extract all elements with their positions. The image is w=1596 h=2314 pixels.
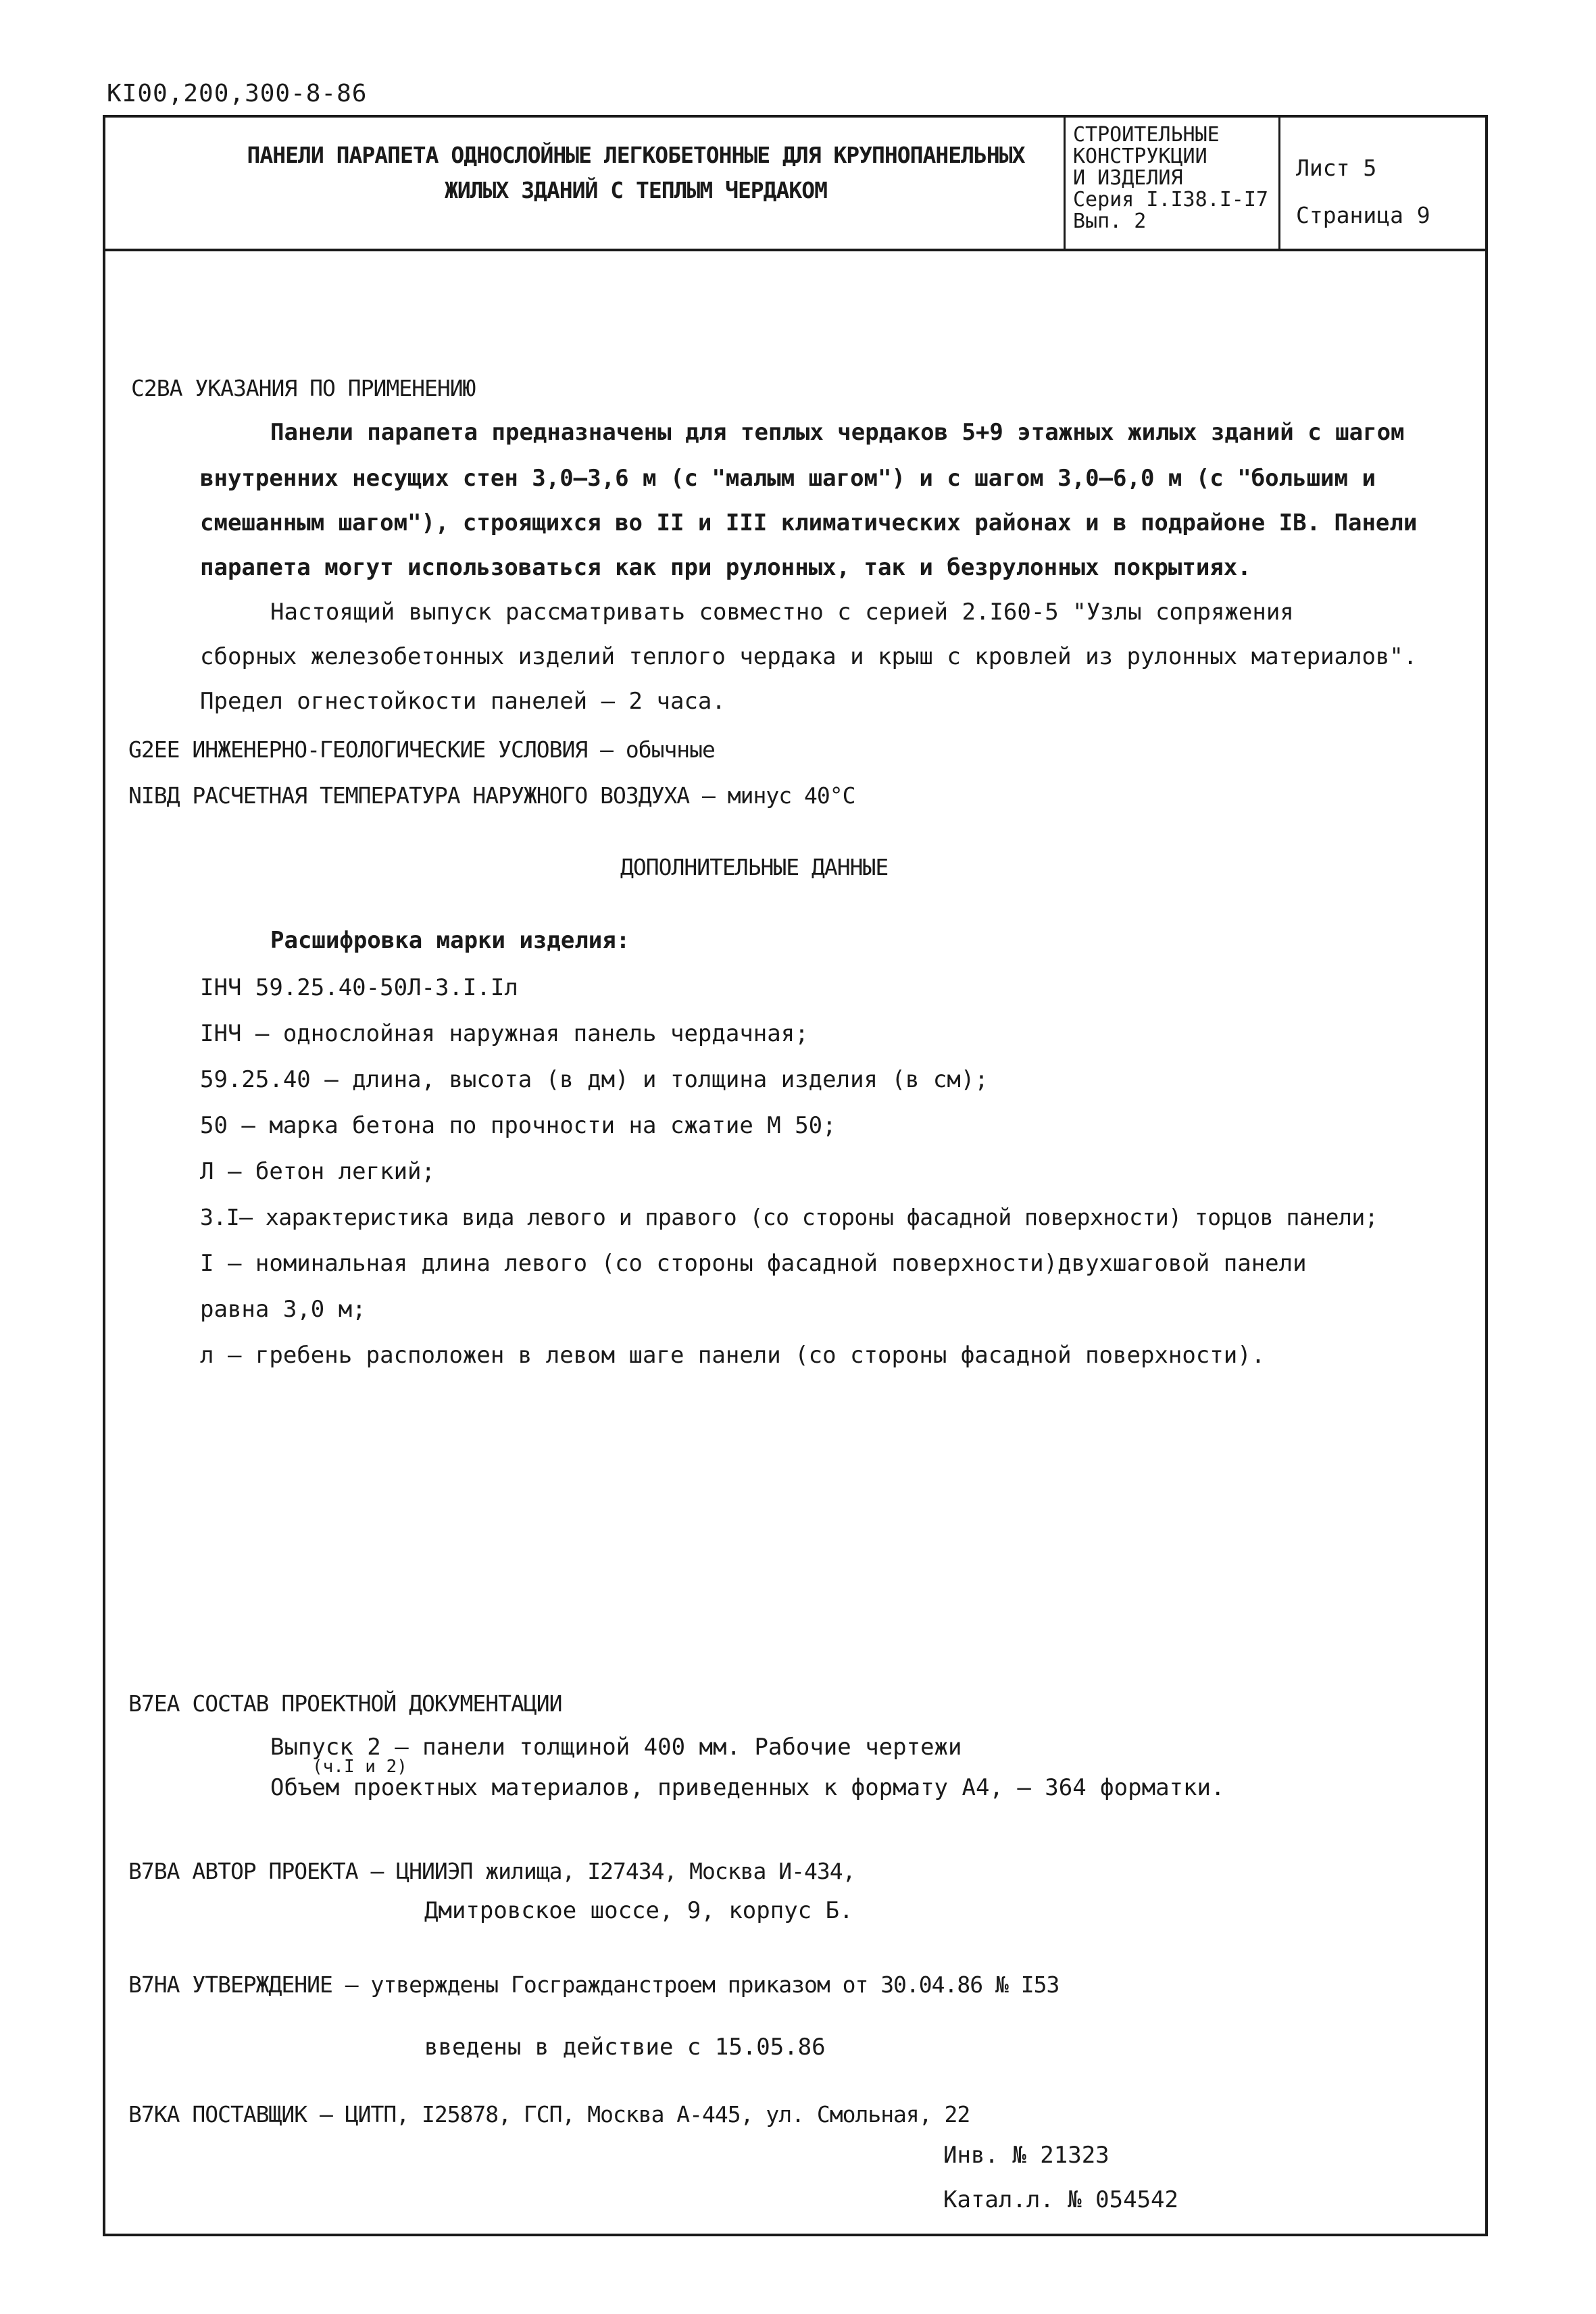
section-application-title: С2ВА УКАЗАНИЯ ПО ПРИМЕНЕНИЮ bbox=[131, 375, 476, 401]
construction-series-block bbox=[1073, 124, 1268, 232]
sheet-number: Лист 5 bbox=[1296, 155, 1377, 181]
decoding-intro: Расшифровка марки изделия: bbox=[270, 927, 630, 954]
title-line-2: ЖИЛЫХ ЗДАНИЙ С ТЕПЛЫМ ЧЕРДАКОМ bbox=[444, 177, 828, 203]
paragraph-2-line-1: Настоящий выпуск рассматривать совместно с серией 2.I60-5 "Узлы сопряжения bbox=[270, 599, 1294, 626]
document-code: КI00,200,300-8-86 bbox=[107, 80, 368, 107]
documentation-note: (ч.I и 2) bbox=[312, 1757, 407, 1777]
title-block bbox=[105, 118, 1485, 251]
construct-line-3: И ИЗДЕЛИЯ bbox=[1073, 166, 1183, 190]
effective-date: введены в действие с 15.05.86 bbox=[424, 2034, 826, 2061]
header-divider-right bbox=[1278, 118, 1280, 249]
documentation-line-1: Выпуск 2 – панели толщиной 400 мм. Рабочие чертежи bbox=[270, 1734, 962, 1761]
decoding-line-1: IНЧ 59.25.40-50Л-3.I.Iл bbox=[200, 974, 518, 1001]
sheet-info bbox=[1296, 145, 1430, 239]
paragraph-1-line-2: внутренних несущих стен 3,0–3,6 м (с "малым шагом") и с шагом 3,0–6,0 м (с "большим и bbox=[200, 465, 1376, 492]
construct-line-2: КОНСТРУКЦИИ bbox=[1073, 145, 1207, 168]
decoding-line-8: равна 3,0 м; bbox=[200, 1296, 366, 1323]
construct-line-5: Вып. 2 bbox=[1073, 209, 1147, 233]
outdoor-temperature: NIВД РАСЧЕТНАЯ ТЕМПЕРАТУРА НАРУЖНОГО ВОЗДУХА – минус 40°С bbox=[128, 782, 855, 809]
decoding-line-4: 50 – марка бетона по прочности на сжатие М 50; bbox=[200, 1112, 837, 1139]
decoding-line-2: IНЧ – однослойная наружная панель чердачная; bbox=[200, 1020, 809, 1047]
geological-conditions: G2EE ИНЖЕНЕРНО-ГЕОЛОГИЧЕСКИЕ УСЛОВИЯ – обычные bbox=[128, 736, 715, 763]
inventory-number: Инв. № 21323 bbox=[943, 2142, 1109, 2169]
decoding-line-7: I – номинальная длина левого (со стороны фасадной поверхности)двухшаговой панели bbox=[200, 1250, 1307, 1277]
paragraph-2-line-3: Предел огнестойкости панелей – 2 часа. bbox=[200, 688, 726, 715]
decoding-line-9: л – гребень расположен в левом шаге панели (со стороны фасадной поверхности). bbox=[200, 1342, 1266, 1369]
supplier: В7КА ПОСТАВЩИК – ЦИТП, I25878, ГСП, Москва А-445, ул. Смольная, 22 bbox=[128, 2101, 970, 2128]
title-line-1: ПАНЕЛИ ПАРАПЕТА ОДНОСЛОЙНЫЕ ЛЕГКОБЕТОННЫЕ ДЛЯ КРУПНОПАНЕЛЬНЫХ bbox=[247, 142, 1025, 168]
decoding-line-5: Л – бетон легкий; bbox=[200, 1158, 435, 1185]
document-title bbox=[119, 138, 1153, 208]
decoding-line-6: 3.I– характеристика вида левого и правого (со стороны фасадной поверхности) торцов панели; bbox=[200, 1204, 1378, 1230]
construct-line-4: Серия I.I38.I-I7 bbox=[1073, 188, 1268, 211]
paragraph-2-line-2: сборных железобетонных изделий теплого чердака и крыш с кровлей из рулонных материалов". bbox=[200, 643, 1418, 670]
paragraph-1-line-1: Панели парапета предназначены для теплых чердаков 5+9 этажных жилых зданий с шагом bbox=[270, 419, 1405, 446]
documentation-line-2: Объем проектных материалов, приведенных к формату А4, – 364 форматки. bbox=[270, 1774, 1225, 1801]
header-divider bbox=[1064, 118, 1066, 249]
catalog-number: Катал.л. № 054542 bbox=[943, 2186, 1178, 2213]
project-author-address: Дмитровское шоссе, 9, корпус Б. bbox=[424, 1897, 853, 1924]
paragraph-1-line-4: парапета могут использоваться как при рулонных, так и безрулонных покрытиях. bbox=[200, 554, 1251, 581]
construct-line-1: СТРОИТЕЛЬНЫЕ bbox=[1073, 123, 1220, 147]
page-number: Страница 9 bbox=[1296, 202, 1430, 228]
decoding-line-3: 59.25.40 – длина, высота (в дм) и толщина изделия (в см); bbox=[200, 1066, 989, 1093]
project-author: В7ВА АВТОР ПРОЕКТА – ЦНИИЭП жилища, I27434, Москва И-434, bbox=[128, 1858, 855, 1884]
approval: В7НА УТВЕРЖДЕНИЕ – утверждены Госгражданстроем приказом от 30.04.86 № I53 bbox=[128, 1971, 1059, 1998]
paragraph-1-line-3: смешанным шагом"), строящихся во II и III климатических районах и в подрайоне IВ. Панели bbox=[200, 509, 1418, 536]
documentation-title: В7ЕА СОСТАВ ПРОЕКТНОЙ ДОКУМЕНТАЦИИ bbox=[128, 1690, 562, 1717]
additional-data-title: ДОПОЛНИТЕЛЬНЫЕ ДАННЫЕ bbox=[620, 854, 889, 880]
